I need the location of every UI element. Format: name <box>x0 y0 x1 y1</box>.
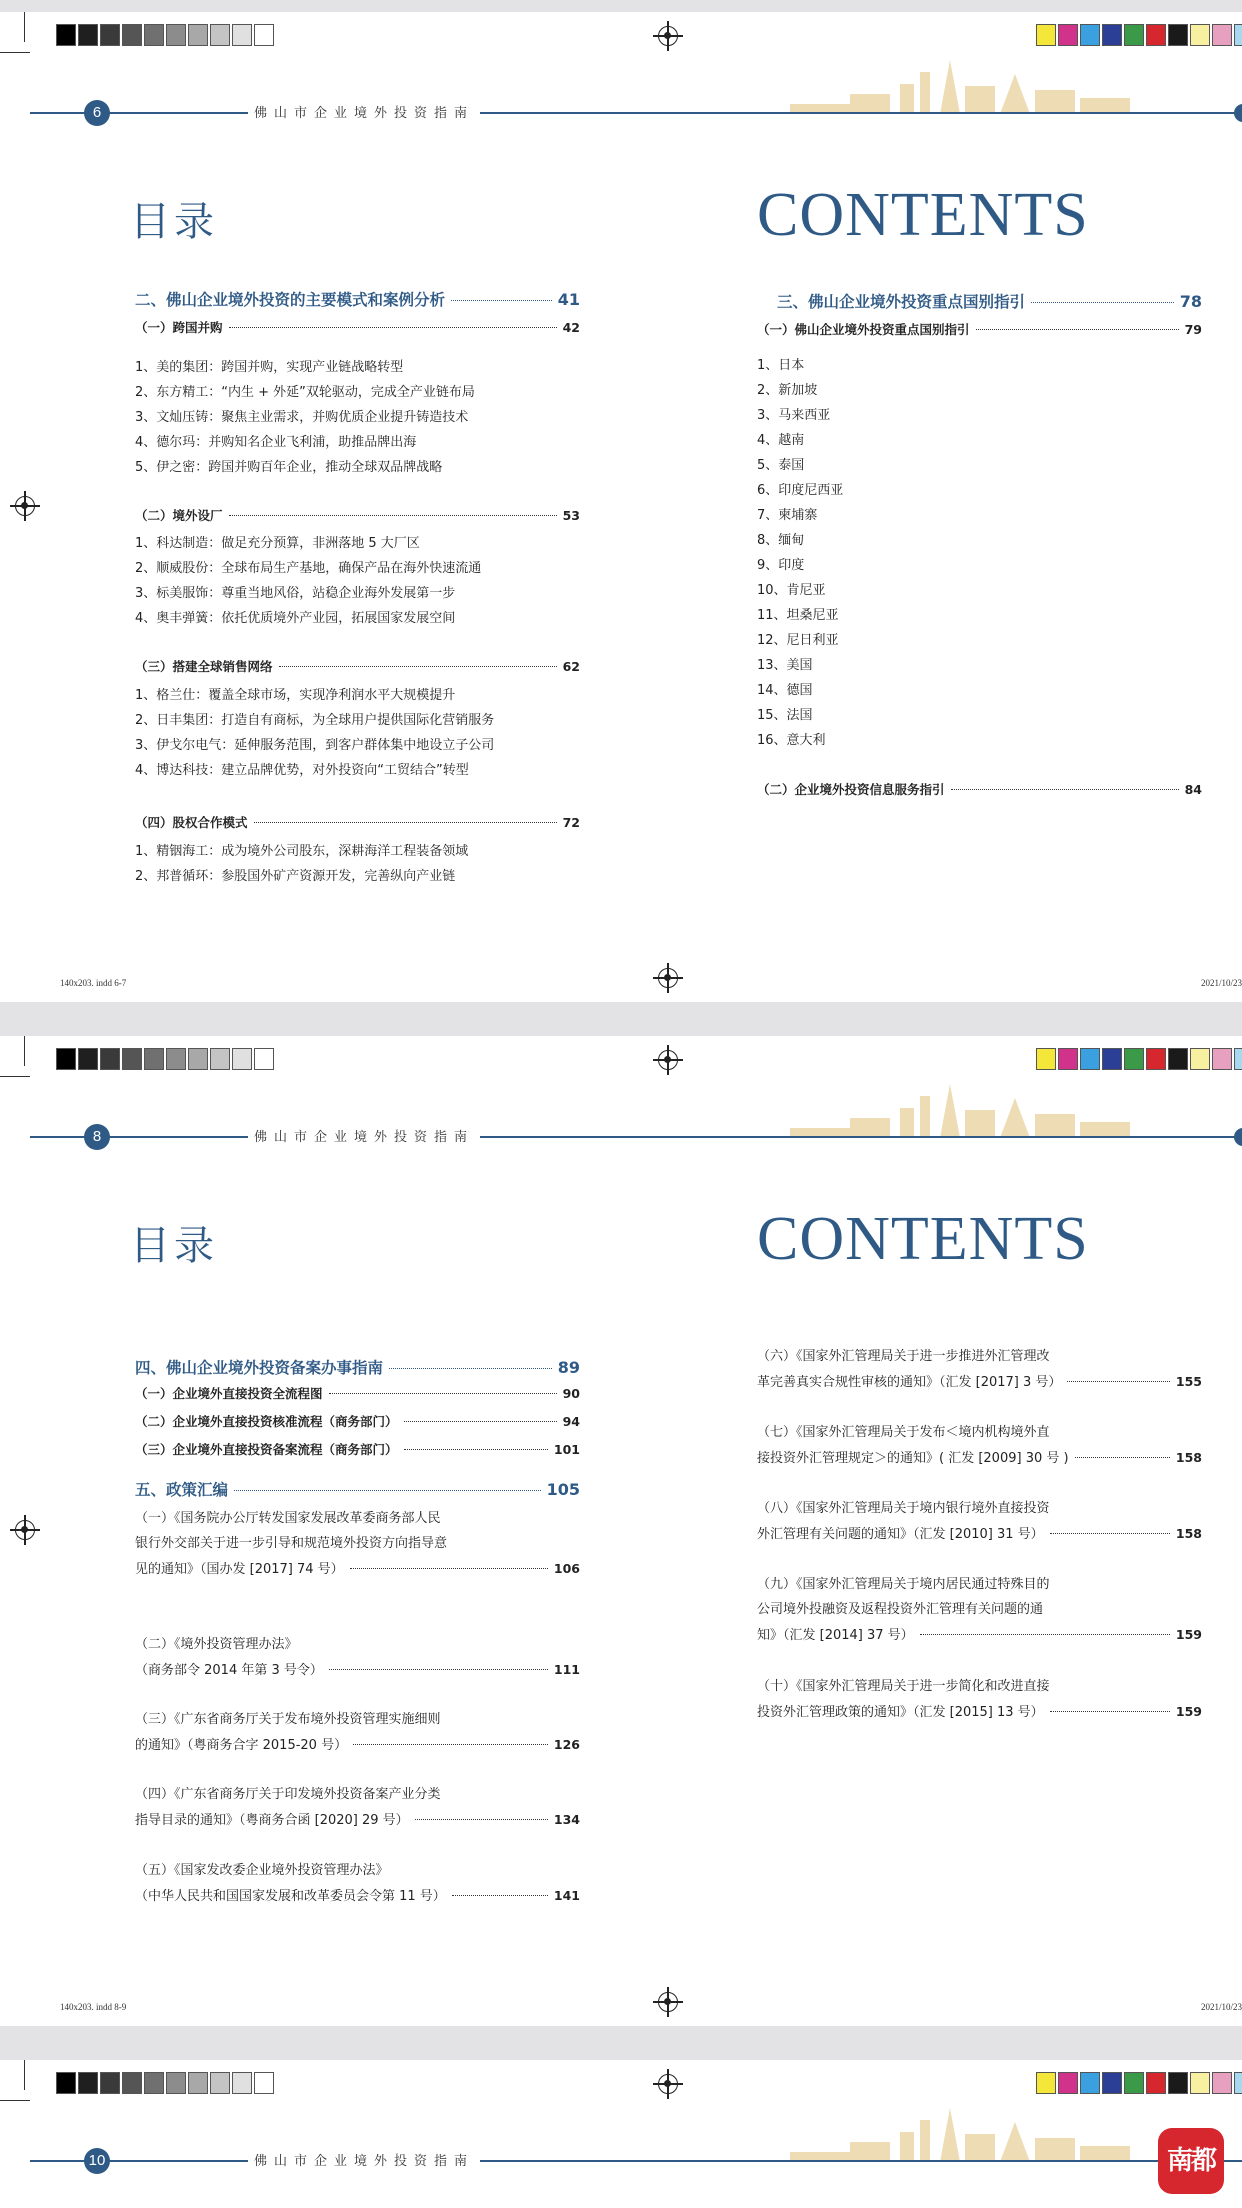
color-swatch <box>1212 1048 1232 1070</box>
gray-swatch <box>166 2072 186 2094</box>
toc-page-number: 78 <box>1179 292 1202 311</box>
crop-mark <box>0 2100 30 2101</box>
toc-country-item[interactable]: 3、马来西亚 <box>757 408 831 423</box>
toc-page-number: 158 <box>1175 1450 1202 1465</box>
process-color-bar <box>1036 1048 1242 1070</box>
toc-page-number: 89 <box>557 1358 580 1377</box>
toc-title-cn: 目录 <box>130 199 218 245</box>
gray-swatch <box>210 1048 230 1070</box>
city-skyline-decoration <box>790 2102 1140 2162</box>
toc-leader-dots <box>229 515 557 516</box>
color-swatch <box>1080 24 1100 46</box>
toc-section-entry[interactable] <box>135 1440 580 1458</box>
toc-section-label: （三）搭建全球销售网络 <box>135 659 273 674</box>
registration-mark-icon <box>658 2074 678 2094</box>
page-number-badge: 6 <box>84 100 110 126</box>
toc-leader-dots <box>279 666 557 667</box>
toc-leader-dots <box>404 1449 548 1450</box>
toc-section-entry[interactable] <box>757 780 1202 798</box>
toc-leader-dots <box>254 822 557 823</box>
print-slug: 140x203. indd 8-9 <box>60 2002 127 2012</box>
color-swatch <box>1168 2072 1188 2094</box>
toc-section-entry[interactable] <box>135 318 580 336</box>
gray-swatch <box>144 1048 164 1070</box>
toc-section-entry[interactable] <box>135 506 580 524</box>
toc-leader-dots <box>404 1421 557 1422</box>
process-color-bar <box>1036 24 1242 46</box>
color-swatch <box>1234 1048 1242 1070</box>
toc-title-en: CONTENTS <box>757 181 1089 249</box>
gray-swatch <box>100 2072 120 2094</box>
gray-swatch <box>100 24 120 46</box>
toc-chapter-label: 五、政策汇编 <box>135 1481 229 1499</box>
toc-country-item[interactable]: 2、新加坡 <box>757 383 818 398</box>
toc-policy-line: 知》（汇发 [2014] 37 号） <box>757 1628 914 1643</box>
toc-page-number: 53 <box>562 508 580 523</box>
toc-policy-line: 革完善真实合规性审核的通知》（汇发 [2017] 3 号） <box>757 1375 1062 1390</box>
toc-leader-dots <box>1075 1457 1170 1458</box>
toc-chapter-entry[interactable] <box>777 290 1202 312</box>
toc-policy-line: 的通知》（粤商务合字 2015-20 号） <box>135 1738 348 1753</box>
gray-swatch <box>254 1048 274 1070</box>
toc-page-number: 72 <box>562 815 580 830</box>
gray-swatch <box>78 1048 98 1070</box>
print-slug: 140x203. indd 6-7 <box>60 978 127 988</box>
toc-country-item[interactable]: 10、肯尼亚 <box>757 583 826 598</box>
toc-leader-dots <box>329 1669 548 1670</box>
gray-swatch <box>78 24 98 46</box>
toc-policy-line: 外汇管理有关问题的通知》（汇发 [2010] 31 号） <box>757 1527 1044 1542</box>
color-swatch <box>1234 24 1242 46</box>
toc-country-item[interactable]: 9、印度 <box>757 558 805 573</box>
toc-title-cn: 目录 <box>130 1223 218 1269</box>
toc-item[interactable]: 2、日丰集团：打造自有商标，为全球用户提供国际化营销服务 <box>135 713 495 728</box>
process-color-bar <box>1036 2072 1242 2094</box>
toc-leader-dots <box>951 789 1179 790</box>
toc-page-number: 155 <box>1175 1374 1202 1389</box>
gray-swatch <box>188 1048 208 1070</box>
color-swatch <box>1058 2072 1078 2094</box>
toc-policy-entry[interactable] <box>135 1506 580 1582</box>
toc-policy-line: （七）《国家外汇管理局关于发布＜境内机构境外直 <box>757 1425 1050 1440</box>
toc-policy-entry[interactable] <box>757 1496 1202 1547</box>
toc-policy-entry[interactable] <box>757 1674 1202 1725</box>
color-swatch <box>1168 24 1188 46</box>
gray-swatch <box>122 1048 142 1070</box>
toc-item[interactable]: 1、美的集团：跨国并购，实现产业链战略转型 <box>135 360 404 375</box>
toc-page-number: 42 <box>562 320 580 335</box>
toc-country-item[interactable]: 5、泰国 <box>757 458 805 473</box>
toc-item[interactable]: 4、奥丰弹簧：依托优质境外产业园，拓展国家发展空间 <box>135 611 456 626</box>
gray-color-bar <box>56 2072 276 2094</box>
toc-leader-dots <box>1031 302 1174 303</box>
toc-policy-line: （商务部令 2014 年第 3 号令） <box>135 1663 323 1678</box>
page-number-badge: 10 <box>84 2148 110 2174</box>
print-date: 2021/10/23 <box>1200 978 1242 988</box>
color-swatch <box>1102 2072 1122 2094</box>
gray-swatch <box>56 24 76 46</box>
toc-section-label: （一）企业境外直接投资全流程图 <box>135 1386 323 1401</box>
color-swatch <box>1124 1048 1144 1070</box>
crop-mark <box>24 2060 25 2090</box>
color-swatch <box>1234 2072 1242 2094</box>
city-skyline-decoration <box>790 54 1140 114</box>
toc-chapter-entry[interactable] <box>135 1478 580 1500</box>
registration-mark-icon <box>658 26 678 46</box>
gray-swatch <box>232 24 252 46</box>
header-rule-end <box>1234 104 1242 122</box>
gray-swatch <box>210 24 230 46</box>
gray-swatch <box>56 2072 76 2094</box>
gray-swatch <box>100 1048 120 1070</box>
toc-leader-dots <box>452 1895 548 1896</box>
toc-item[interactable]: 2、顺威股份：全球布局生产基地，确保产品在海外快速流通 <box>135 561 482 576</box>
header-rule <box>30 1136 1242 1138</box>
toc-section-label: （一）跨国并购 <box>135 320 223 335</box>
toc-section-entry[interactable] <box>757 320 1202 338</box>
toc-section-entry[interactable] <box>135 1412 580 1430</box>
color-swatch <box>1124 2072 1144 2094</box>
color-swatch <box>1124 24 1144 46</box>
toc-page-number: 111 <box>553 1662 580 1677</box>
gray-swatch <box>188 2072 208 2094</box>
toc-country-item[interactable]: 13、美国 <box>757 658 813 673</box>
header-rule <box>30 112 1242 114</box>
registration-mark-icon <box>658 1992 678 2012</box>
toc-page-number: 62 <box>562 659 580 674</box>
toc-leader-dots <box>976 329 1179 330</box>
toc-item[interactable]: 2、邦普循环：参股国外矿产资源开发，完善纵向产业链 <box>135 869 456 884</box>
toc-item[interactable]: 4、博达科技：建立品牌优势，对外投资向“工贸结合”转型 <box>135 763 469 778</box>
toc-page-number: 41 <box>557 290 580 309</box>
toc-page-number: 159 <box>1175 1704 1202 1719</box>
toc-country-item[interactable]: 12、尼日利亚 <box>757 633 839 648</box>
color-swatch <box>1058 1048 1078 1070</box>
toc-section-label: （四）股权合作模式 <box>135 815 248 830</box>
toc-item[interactable]: 3、文灿压铸：聚焦主业需求，并购优质企业提升铸造技术 <box>135 410 469 425</box>
toc-item[interactable]: 4、德尔玛：并购知名企业飞利浦，助推品牌出海 <box>135 435 417 450</box>
gray-swatch <box>78 2072 98 2094</box>
color-swatch <box>1190 1048 1210 1070</box>
toc-country-item[interactable]: 4、越南 <box>757 433 805 448</box>
gray-swatch <box>144 2072 164 2094</box>
toc-section-label: （一）佛山企业境外投资重点国别指引 <box>757 322 970 337</box>
crop-mark <box>24 12 25 42</box>
color-swatch <box>1080 1048 1100 1070</box>
toc-page-number: 84 <box>1184 782 1202 797</box>
toc-chapter-label: 三、佛山企业境外投资重点国别指引 <box>777 293 1026 311</box>
gray-swatch <box>122 24 142 46</box>
toc-leader-dots <box>353 1744 548 1745</box>
gray-swatch <box>122 2072 142 2094</box>
color-swatch <box>1146 2072 1166 2094</box>
toc-country-item[interactable]: 7、柬埔寨 <box>757 508 818 523</box>
color-swatch <box>1036 24 1056 46</box>
color-swatch <box>1102 1048 1122 1070</box>
gray-swatch <box>210 2072 230 2094</box>
crop-mark <box>0 1076 30 1077</box>
toc-spread-3-partial <box>0 2060 1242 2208</box>
toc-leader-dots <box>1067 1381 1170 1382</box>
toc-policy-entry[interactable] <box>757 1344 1202 1395</box>
toc-policy-entry[interactable] <box>135 1782 580 1833</box>
toc-chapter-entry[interactable] <box>135 288 580 310</box>
toc-page-number: 101 <box>553 1442 580 1457</box>
gray-swatch <box>166 1048 186 1070</box>
toc-section-label: （三）企业境外直接投资备案流程（商务部门） <box>135 1442 398 1457</box>
registration-mark-icon <box>15 496 35 516</box>
toc-page-number: 106 <box>553 1561 580 1576</box>
toc-page-number: 90 <box>562 1386 580 1401</box>
toc-leader-dots <box>1050 1533 1170 1534</box>
toc-section-label: （二）企业境外直接投资核准流程（商务部门） <box>135 1414 398 1429</box>
toc-item[interactable]: 2、东方精工：“内生 + 外延”双轮驱动，完成全产业链布局 <box>135 385 475 400</box>
toc-policy-line: （九）《国家外汇管理局关于境内居民通过特殊目的 <box>757 1577 1050 1592</box>
toc-policy-line: （二）《境外投资管理办法》 <box>135 1637 298 1652</box>
running-title: 佛山市企业境外投资指南 <box>248 102 480 121</box>
color-swatch <box>1190 2072 1210 2094</box>
toc-policy-line: （十）《国家外汇管理局关于进一步简化和改进直接 <box>757 1679 1050 1694</box>
toc-leader-dots <box>234 1490 541 1491</box>
toc-leader-dots <box>389 1368 552 1369</box>
toc-page-number: 94 <box>562 1414 580 1429</box>
toc-leader-dots <box>451 300 552 301</box>
toc-leader-dots <box>1050 1711 1170 1712</box>
toc-spread-1 <box>0 12 1242 1002</box>
color-swatch <box>1146 24 1166 46</box>
toc-item[interactable]: 1、格兰仕：覆盖全球市场，实现净利润水平大规模提升 <box>135 688 456 703</box>
header-rule <box>30 2160 1242 2162</box>
toc-chapter-entry[interactable] <box>135 1356 580 1378</box>
toc-page-number: 134 <box>553 1812 580 1827</box>
toc-page-number: 159 <box>1175 1627 1202 1642</box>
gray-swatch <box>232 1048 252 1070</box>
gray-color-bar <box>56 24 276 46</box>
print-date: 2021/10/23 <box>1200 2002 1242 2012</box>
toc-country-item[interactable]: 6、印度尼西亚 <box>757 483 844 498</box>
toc-leader-dots <box>920 1634 1170 1635</box>
gray-swatch <box>232 2072 252 2094</box>
toc-country-item[interactable]: 15、法国 <box>757 708 813 723</box>
toc-policy-line: （五）《国家发改委企业境外投资管理办法》 <box>135 1863 389 1878</box>
toc-policy-line: 见的通知》（国办发 [2017] 74 号） <box>135 1562 344 1577</box>
toc-section-label: （二）境外设厂 <box>135 508 223 523</box>
color-swatch <box>1058 24 1078 46</box>
color-swatch <box>1212 2072 1232 2094</box>
page-number-badge: 8 <box>84 1124 110 1150</box>
color-swatch <box>1146 1048 1166 1070</box>
toc-policy-line: （六）《国家外汇管理局关于进一步推进外汇管理改 <box>757 1349 1050 1364</box>
toc-page-number: 158 <box>1175 1526 1202 1541</box>
toc-chapter-label: 四、佛山企业境外投资备案办事指南 <box>135 1359 384 1377</box>
toc-policy-line: 接投资外汇管理规定＞的通知》( 汇发 [2009] 30 号 ) <box>757 1451 1069 1466</box>
gray-color-bar <box>56 1048 276 1070</box>
toc-section-entry[interactable] <box>135 1384 580 1402</box>
registration-mark-icon <box>658 968 678 988</box>
registration-mark-icon <box>15 1520 35 1540</box>
toc-policy-line: （三）《广东省商务厅关于发布境外投资管理实施细则 <box>135 1712 441 1727</box>
toc-policy-line: （四）《广东省商务厅关于印发境外投资备案产业分类 <box>135 1787 441 1802</box>
toc-policy-entry[interactable] <box>757 1420 1202 1471</box>
registration-mark-icon <box>658 1050 678 1070</box>
toc-page-number: 105 <box>546 1480 580 1499</box>
color-swatch <box>1190 24 1210 46</box>
color-swatch <box>1168 1048 1188 1070</box>
toc-leader-dots <box>229 327 557 328</box>
toc-policy-line: 投资外汇管理政策的通知》（汇发 [2015] 13 号） <box>757 1705 1044 1720</box>
gray-swatch <box>254 2072 274 2094</box>
crop-mark <box>0 52 30 53</box>
running-title: 佛山市企业境外投资指南 <box>248 1126 480 1145</box>
toc-page-number: 126 <box>553 1737 580 1752</box>
toc-country-item[interactable]: 1、日本 <box>757 358 805 373</box>
toc-item[interactable]: 5、伊之密：跨国并购百年企业，推动全球双品牌战略 <box>135 460 443 475</box>
toc-leader-dots <box>329 1393 557 1394</box>
gray-swatch <box>144 24 164 46</box>
toc-title-en: CONTENTS <box>757 1205 1089 1273</box>
toc-policy-line: 指导目录的通知》（粤商务合函 [2020] 29 号） <box>135 1813 409 1828</box>
toc-page-number: 141 <box>553 1888 580 1903</box>
toc-country-item[interactable]: 16、意大利 <box>757 733 826 748</box>
toc-policy-entry[interactable] <box>135 1858 580 1909</box>
gray-swatch <box>188 24 208 46</box>
toc-policy-entry[interactable] <box>135 1707 580 1758</box>
toc-country-item[interactable]: 11、坦桑尼亚 <box>757 608 839 623</box>
city-skyline-decoration <box>790 1078 1140 1138</box>
toc-page-number: 79 <box>1184 322 1202 337</box>
toc-leader-dots <box>415 1819 548 1820</box>
toc-policy-line: （八）《国家外汇管理局关于境内银行境外直接投资 <box>757 1501 1050 1516</box>
gray-swatch <box>254 24 274 46</box>
gray-swatch <box>56 1048 76 1070</box>
color-swatch <box>1080 2072 1100 2094</box>
toc-policy-entry[interactable] <box>757 1572 1202 1648</box>
toc-leader-dots <box>350 1568 548 1569</box>
header-rule-end <box>1234 1128 1242 1146</box>
toc-policy-entry[interactable] <box>135 1632 580 1683</box>
toc-policy-line: （中华人民共和国国家发展和改革委员会令第 11 号） <box>135 1889 446 1904</box>
nandu-app-badge[interactable]: 南都 <box>1158 2128 1224 2194</box>
color-swatch <box>1212 24 1232 46</box>
toc-item[interactable]: 3、标美服饰：尊重当地风俗，站稳企业海外发展第一步 <box>135 586 456 601</box>
color-swatch <box>1036 1048 1056 1070</box>
color-swatch <box>1102 24 1122 46</box>
toc-item[interactable]: 3、伊戈尔电气：延伸服务范围，到客户群体集中地设立子公司 <box>135 738 495 753</box>
toc-section-entry[interactable] <box>135 813 580 831</box>
color-swatch <box>1036 2072 1056 2094</box>
toc-section-entry[interactable] <box>135 657 580 675</box>
toc-country-item[interactable]: 8、缅甸 <box>757 533 805 548</box>
toc-item[interactable]: 1、精铟海工：成为境外公司股东，深耕海洋工程装备领域 <box>135 844 469 859</box>
gray-swatch <box>166 24 186 46</box>
toc-spread-2 <box>0 1036 1242 2026</box>
toc-country-item[interactable]: 14、德国 <box>757 683 813 698</box>
toc-policy-line: 公司境外投融资及返程投资外汇管理有关问题的通 <box>757 1602 1044 1617</box>
toc-chapter-label: 二、佛山企业境外投资的主要模式和案例分析 <box>135 291 446 309</box>
toc-section-label: （二）企业境外投资信息服务指引 <box>757 782 945 797</box>
toc-policy-line: （一）《国务院办公厅转发国家发展改革委商务部人民 <box>135 1511 441 1526</box>
toc-item[interactable]: 1、科达制造：做足充分预算，非洲落地 5 大厂区 <box>135 536 420 551</box>
toc-policy-line: 银行外交部关于进一步引导和规范境外投资方向指导意 <box>135 1536 448 1551</box>
crop-mark <box>24 1036 25 1066</box>
running-title: 佛山市企业境外投资指南 <box>248 2150 480 2169</box>
